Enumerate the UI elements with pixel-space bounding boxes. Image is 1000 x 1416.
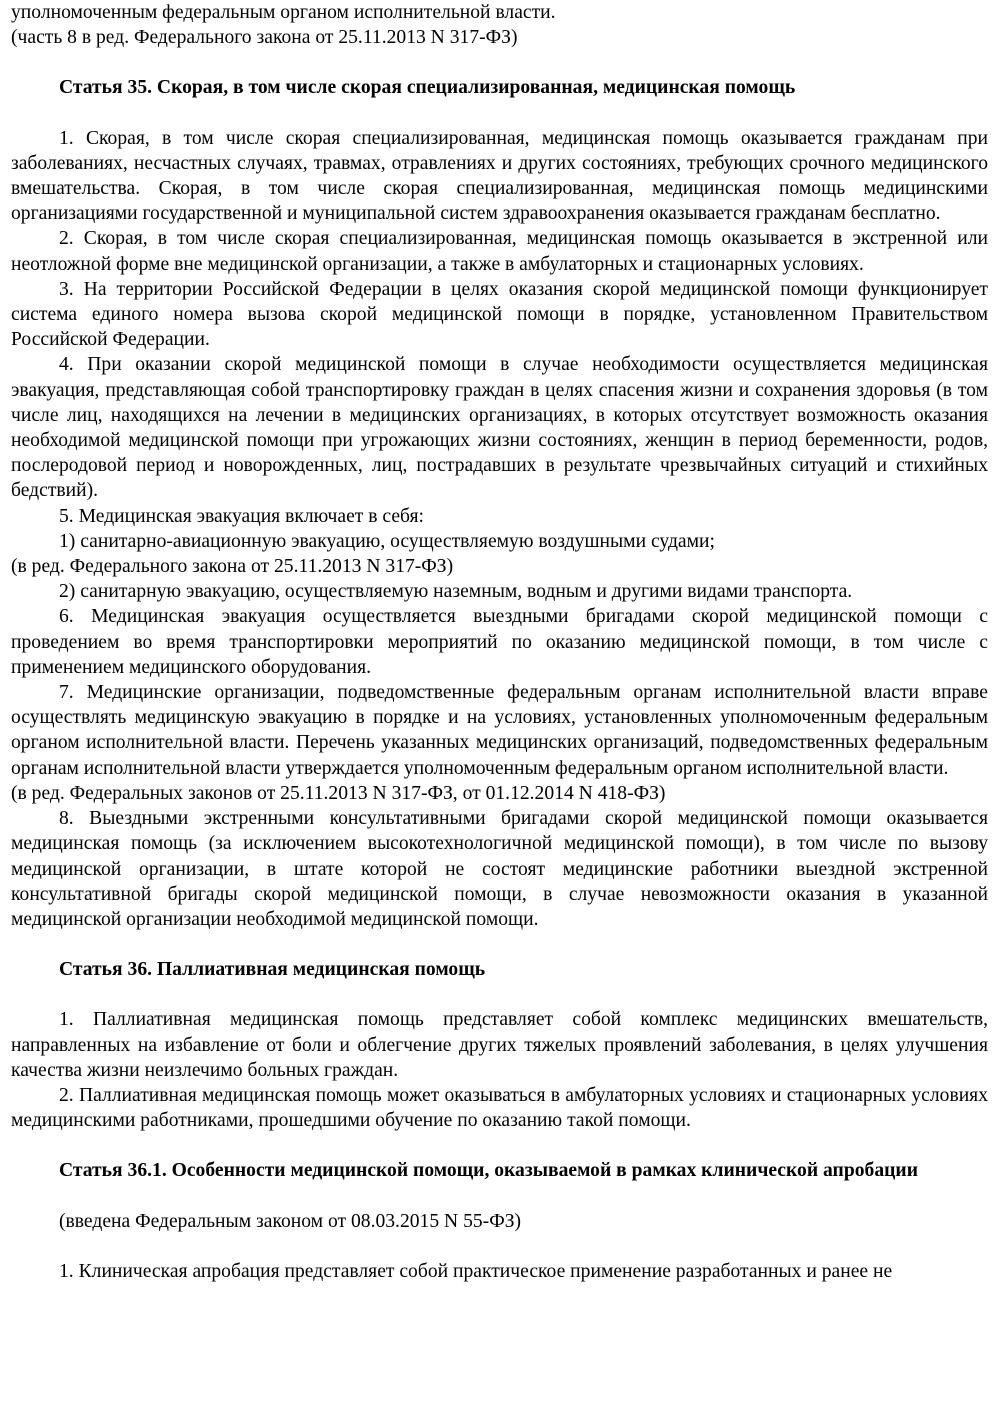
article-36-1-title: Статья 36.1. Особенности медицинской помощи, оказываемой в рамках клинической апробации xyxy=(59,1160,919,1182)
article-35-paragraph-4: 4. При оказании скорой медицинской помощи в случае необходимости осуществляется медицинская эвакуация, представляющая собой транспортировку граждан в целях спасения жизни и сохранения здоровья (в том числе лиц, находящихся на лечении в медицинских организациях, в которых отсутствует возможность оказания необходимой медицинской помощи при угрожающих жизни состояниях, женщин в период беременности, родов, послеродовой период и новорожденных, лиц, пострадавших в результате чрезвычайных ситуаций и стихийных бедствий). xyxy=(11,354,988,502)
article-35-paragraph-3: 3. На территории Российской Федерации в целях оказания скорой медицинской помощи функционирует система единого номера вызова скорой медицинской помощи в порядке, установленном Правительством Российской Федерации. xyxy=(11,278,988,351)
article-36-paragraph-2: 2. Паллиативная медицинская помощь может оказываться в амбулаторных условиях и стационарных условиях медицинскими работниками, прошедшими обучение по оказанию такой помощи. xyxy=(11,1084,988,1132)
article-35-item-5-2: 2) санитарную эвакуацию, осуществляемую наземным, водным и другими видами транспорта. xyxy=(59,581,853,603)
document-page xyxy=(11,0,988,1284)
article-35-paragraph-8: 8. Выездными экстренными консультативными бригадами скорой медицинской помощи оказывается медицинская помощь (за исключением высокотехнологичной медицинской помощи), в том числе по вызову медицинской организации, в штате которой не состоят медицинские работники выездной экстренной консультативной бригады скорой медицинской помощи, в случае невозможности оказания в указанной медицинской организации необходимой медицинской помощи. xyxy=(11,808,988,930)
article-35-paragraph-7: 7. Медицинские организации, подведомственные федеральным органам исполнительной власти вправе осуществлять медицинскую эвакуацию в порядке и на условиях, установленных уполномоченным федеральным органом исполнительной власти. Перечень указанных медицинских организаций, подведомственных федеральным органам исполнительной власти утверждается уполномоченным федеральным органом исполнительной власти. xyxy=(11,682,988,779)
spacer xyxy=(11,982,988,1007)
spacer xyxy=(11,1234,988,1259)
spacer xyxy=(11,932,988,957)
article-35-paragraph-5: 5. Медицинская эвакуация включает в себя: xyxy=(59,505,424,527)
spacer xyxy=(11,50,988,75)
article-35-amendment-note-1: (в ред. Федерального закона от 25.11.2013 N 317-ФЗ) xyxy=(11,556,454,578)
article-36-paragraph-1: 1. Паллиативная медицинская помощь представляет собой комплекс медицинских вмешательств, направленных на избавление от боли и облегчение других тяжелых проявлений заболевания, в целях улучшения качества жизни неизлечимо больных граждан. xyxy=(11,1009,988,1081)
spacer xyxy=(11,101,988,126)
article-35-paragraph-1: 1. Скорая, в том числе скорая специализированная, медицинская помощь оказывается гражданам при заболеваниях, несчастных случаях, травмах, отравлениях и других состояниях, требующих срочного медицинского вмешательства. Скорая, в том числе скорая специализированная, медицинская помощь медицинскими организациями государственной и муниципальной систем здравоохранения оказывается гражданам бесплатно. xyxy=(11,127,988,225)
article-36-1-paragraph-1: 1. Клиническая апробация представляет собой практическое применение разработанных и ранее не xyxy=(59,1260,893,1282)
spacer xyxy=(11,1133,988,1158)
article-36-1-intro-note: (введена Федеральным законом от 08.03.2015 N 55-ФЗ) xyxy=(59,1210,522,1232)
top-line-continuation: уполномоченным федеральным органом исполнительной власти. xyxy=(11,2,556,23)
article-35-item-5-1: 1) санитарно-авиационную эвакуацию, осуществляемую воздушными судами; xyxy=(59,530,715,552)
spacer xyxy=(11,1184,988,1209)
article-35-paragraph-6: 6. Медицинская эвакуация осуществляется выездными бригадами скорой медицинской помощи с проведением во время транспортировки мероприятий по оказанию медицинской помощи, в том числе с применением медицинского оборудования. xyxy=(11,606,988,678)
article-35-title: Статья 35. Скорая, в том числе скорая специализированная, медицинская помощь xyxy=(59,77,796,99)
article-35-amendment-note-2: (в ред. Федеральных законов от 25.11.2013 N 317-ФЗ, от 01.12.2014 N 418-ФЗ) xyxy=(11,782,666,804)
article-36-title: Статья 36. Паллиативная медицинская помощь xyxy=(59,959,486,981)
article-35-paragraph-2: 2. Скорая, в том числе скорая специализированная, медицинская помощь оказывается в экстренной или неотложной форме вне медицинской организации, а также в амбулаторных и стационарных условиях. xyxy=(11,228,988,275)
top-amendment-note: (часть 8 в ред. Федерального закона от 25.11.2013 N 317-ФЗ) xyxy=(11,27,518,49)
